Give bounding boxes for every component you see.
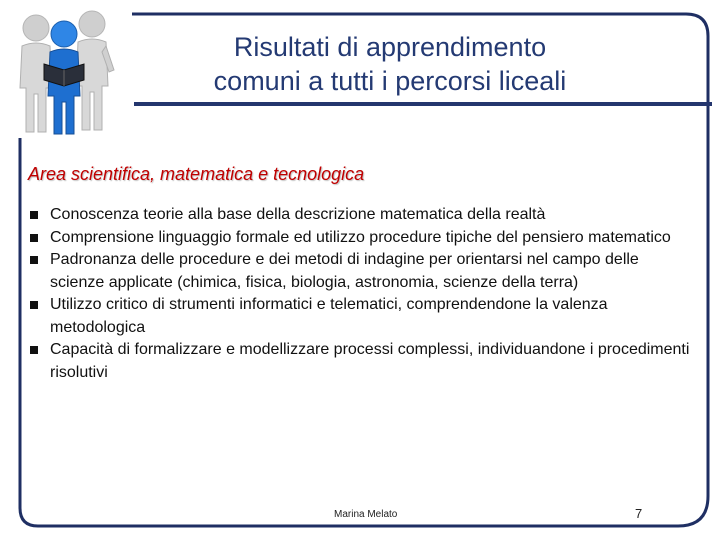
bullet-item — [30, 227, 690, 250]
footer-author: Marina Melato — [334, 509, 398, 520]
bullet-item — [30, 204, 690, 227]
bullet-item — [30, 294, 690, 339]
bullet-text: Capacità di formalizzare e modellizzare processi complessi, individuandone i procedimenti risolutivi — [50, 341, 690, 381]
square-bullet-icon — [30, 256, 38, 264]
bullet-text: Comprensione linguaggio formale ed utilizzo procedure tipiche del pensiero matematico — [50, 228, 671, 246]
square-bullet-icon — [30, 346, 38, 354]
section-subtitle: Area scientifica, matematica e tecnologica — [28, 164, 365, 184]
bullet-item — [30, 249, 690, 294]
slide-title — [130, 30, 650, 98]
square-bullet-icon — [30, 211, 38, 219]
bullet-text: Padronanza delle procedure e dei metodi di indagine per orientarsi nel campo delle scienze applicate (chimica, fisica, biologia, astronomia, scienze della terra) — [50, 251, 639, 291]
title-underline — [134, 102, 712, 106]
title-line-1: Risultati di apprendimento — [233, 32, 547, 62]
bullet-text: Utilizzo critico di strumenti informatici e telematici, comprendendone la valenza metodologica — [50, 296, 608, 336]
people-reading-icon — [10, 8, 120, 136]
bullet-text: Conoscenza teorie alla base della descrizione matematica della realtà — [50, 206, 546, 223]
page-number: 7 — [635, 506, 643, 521]
square-bullet-icon — [30, 301, 38, 309]
bullet-item — [30, 339, 690, 384]
title-line-2: comuni a tutti i percorsi liceali — [213, 66, 567, 96]
bullet-list — [30, 204, 690, 384]
square-bullet-icon — [30, 234, 38, 242]
